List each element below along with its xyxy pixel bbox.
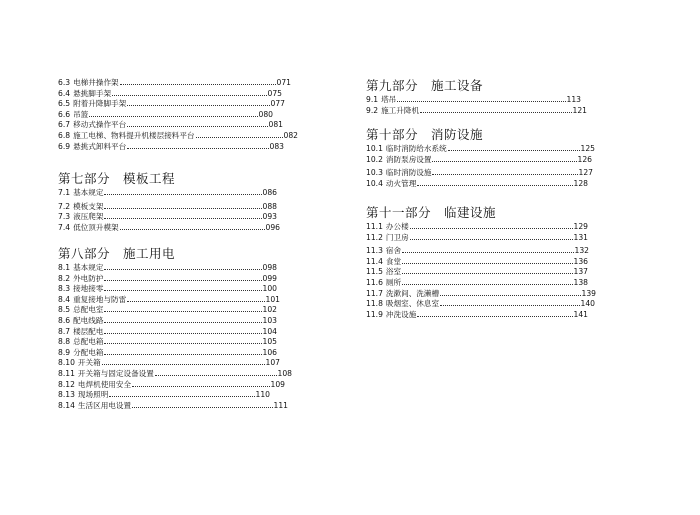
leader-dots [440, 295, 580, 296]
entry-label: 低位顶升模架 [73, 222, 119, 232]
toc-entry[interactable] [58, 401, 288, 412]
entry-page: 101 [265, 294, 280, 304]
entry-label: 基本规定 [73, 188, 104, 197]
entry-label: 吸烟室、休息室 [385, 299, 440, 309]
toc-section-6-continued [58, 78, 298, 152]
toc-entry[interactable] [58, 305, 277, 316]
entry-page: 109 [270, 379, 285, 389]
leader-dots [104, 280, 261, 281]
entry-page: 100 [262, 284, 277, 294]
entry-page: 108 [277, 368, 292, 378]
entry-page: 128 [573, 178, 588, 188]
entry-page: 138 [573, 277, 588, 287]
entry-page: 086 [262, 188, 277, 197]
entry-number: 8.12 [58, 379, 75, 389]
entry-label: 施工升降机 [381, 105, 420, 115]
leader-dots [127, 105, 269, 106]
toc-entry[interactable] [58, 295, 280, 306]
entry-number: 10.1 [366, 144, 383, 153]
entry-label: 悬挑脚手架 [73, 88, 112, 98]
entry-label: 模板支架 [73, 201, 104, 211]
leader-dots [417, 185, 572, 186]
toc-entry[interactable] [58, 274, 277, 285]
entry-page: 129 [573, 222, 588, 231]
leader-dots [417, 316, 572, 317]
toc-entry[interactable] [58, 369, 292, 380]
toc-entry[interactable] [58, 89, 282, 100]
entry-page: 075 [267, 88, 282, 98]
entry-label: 配电线路 [73, 315, 104, 325]
toc-entry[interactable] [366, 222, 588, 233]
entry-number: 11.8 [366, 299, 383, 309]
toc-entry[interactable] [366, 267, 588, 278]
entry-label: 现场照明 [77, 390, 109, 400]
entry-label: 分配电箱 [73, 347, 104, 357]
entry-number: 6.8 [58, 130, 71, 140]
entry-label: 开关箱与固定设备设置 [77, 368, 154, 378]
leader-dots [104, 311, 261, 312]
entry-label: 施工电梯、物料提升机楼层接料平台 [73, 130, 195, 140]
entry-number: 8.4 [58, 294, 71, 304]
toc-entry[interactable] [366, 155, 592, 166]
entry-label: 悬挑式卸料平台 [73, 141, 127, 151]
entry-label: 生活区用电设置 [77, 400, 132, 410]
leader-dots [155, 375, 277, 376]
entry-number: 11.6 [366, 277, 383, 287]
section-title: 第八部分 施工用电 [58, 246, 176, 261]
toc-entry[interactable] [58, 142, 284, 153]
entry-page: 136 [573, 256, 588, 266]
entry-label: 临时消防设施 [385, 168, 432, 178]
entry-number: 7.4 [58, 222, 71, 232]
entry-page: 103 [262, 315, 277, 325]
toc-entry[interactable] [366, 310, 588, 321]
entry-number: 6.3 [58, 78, 71, 87]
leader-dots [410, 239, 573, 240]
leader-dots [196, 137, 283, 138]
entry-label: 临时消防给水系统 [385, 144, 447, 153]
entry-page: 088 [262, 201, 277, 211]
entry-page: 137 [573, 267, 588, 277]
leader-dots [109, 396, 254, 397]
leader-dots [448, 150, 580, 151]
toc-section-9 [366, 79, 606, 116]
toc-entry[interactable] [58, 316, 277, 327]
leader-dots [420, 112, 571, 113]
toc-entry[interactable] [366, 144, 595, 155]
entry-label: 吊篮 [73, 109, 89, 119]
toc-entry[interactable] [58, 348, 277, 359]
entry-number: 6.4 [58, 88, 71, 98]
entry-label: 宿舍 [385, 246, 402, 256]
entry-page: 125 [580, 144, 595, 153]
entry-page: 111 [273, 400, 288, 410]
section-title: 第九部分 施工设备 [366, 78, 484, 93]
entry-number: 8.14 [58, 400, 75, 410]
leader-dots [440, 305, 579, 306]
toc-entry[interactable] [58, 223, 280, 234]
entry-label: 电梯井操作架 [73, 78, 119, 87]
leader-dots [104, 208, 261, 209]
entry-number: 11.4 [366, 256, 383, 266]
leader-dots [89, 116, 257, 117]
leader-dots [127, 148, 268, 149]
toc-entry[interactable] [58, 202, 277, 213]
entry-page: 105 [262, 337, 277, 347]
entry-page: 113 [566, 95, 581, 104]
toc-entry[interactable] [366, 106, 587, 117]
entry-label: 门卫房 [385, 232, 409, 242]
entry-page: 104 [262, 326, 277, 336]
toc-section-10 [366, 128, 606, 189]
toc-entry[interactable] [58, 99, 285, 110]
leader-dots [402, 263, 572, 264]
entry-label: 基本规定 [73, 263, 104, 272]
entry-number: 6.5 [58, 99, 71, 109]
toc-entry[interactable] [366, 95, 581, 106]
entry-number: 11.5 [366, 267, 383, 277]
toc-entry[interactable] [58, 284, 277, 295]
leader-dots [127, 126, 267, 127]
entry-number: 7.2 [58, 201, 71, 211]
entry-page: 131 [573, 232, 588, 242]
entry-number: 8.13 [58, 390, 75, 400]
entry-page: 077 [270, 99, 285, 109]
leader-dots [132, 407, 272, 408]
entry-number: 10.3 [366, 168, 383, 178]
entry-number: 8.11 [58, 368, 75, 378]
entry-label: 塔吊 [381, 95, 397, 104]
section-title: 第七部分 模板工程 [58, 171, 176, 186]
leader-dots [120, 229, 265, 230]
entry-number: 11.2 [366, 232, 383, 242]
leader-dots [104, 269, 261, 270]
toc-entry[interactable] [58, 110, 273, 121]
toc-entry[interactable] [366, 289, 596, 300]
entry-page: 140 [580, 299, 595, 309]
entry-number: 7.3 [58, 212, 71, 222]
entry-number: 7.1 [58, 188, 71, 197]
toc-entry[interactable] [58, 337, 277, 348]
entry-number: 8.7 [58, 326, 71, 336]
entry-page: 102 [262, 305, 277, 315]
entry-page: 121 [572, 105, 587, 115]
entry-number: 8.1 [58, 263, 71, 272]
toc-entry[interactable] [58, 358, 280, 369]
toc-entry[interactable] [366, 257, 588, 268]
entry-label: 开关箱 [77, 358, 101, 368]
leader-dots [410, 228, 573, 229]
entry-label: 重复接地与防雷 [73, 294, 127, 304]
leader-dots [104, 218, 261, 219]
entry-page: 081 [268, 120, 283, 130]
entry-page: 093 [262, 212, 277, 222]
leader-dots [120, 84, 276, 85]
leader-dots [402, 284, 572, 285]
entry-label: 外电防护 [73, 273, 104, 283]
entry-label: 消防泵房设置 [385, 154, 432, 164]
entry-label: 浴室 [385, 267, 402, 277]
leader-dots [104, 343, 261, 344]
leader-dots [402, 273, 572, 274]
entry-number: 8.5 [58, 305, 71, 315]
toc-entry[interactable] [58, 390, 270, 401]
leader-dots [102, 364, 265, 365]
entry-number: 8.8 [58, 337, 71, 347]
entry-label: 厕所 [385, 277, 402, 287]
entry-number: 11.3 [366, 246, 383, 256]
section-title: 第十部分 消防设施 [366, 127, 484, 142]
toc-entry[interactable] [366, 179, 588, 190]
leader-dots [112, 95, 266, 96]
toc-section-8 [58, 247, 298, 411]
entry-number: 6.9 [58, 141, 71, 151]
entry-label: 总配电室 [73, 305, 104, 315]
leader-dots [104, 194, 261, 195]
entry-number: 11.9 [366, 309, 383, 319]
entry-page: 071 [276, 78, 291, 87]
leader-dots [397, 101, 565, 102]
entry-label: 洗漱间、洗濑槽 [385, 288, 440, 298]
entry-label: 液压爬架 [73, 212, 104, 222]
entry-page: 080 [258, 109, 273, 119]
entry-label: 楼层配电 [73, 326, 104, 336]
entry-label: 接地接零 [73, 284, 104, 294]
toc-entry[interactable] [366, 299, 595, 310]
entry-page: 110 [255, 390, 270, 400]
toc-entry[interactable] [58, 78, 291, 89]
entry-page: 106 [262, 347, 277, 357]
toc-entry[interactable] [366, 168, 593, 179]
leader-dots [104, 354, 261, 355]
entry-number: 11.1 [366, 222, 383, 231]
toc-entry[interactable] [58, 188, 277, 199]
entry-page: 098 [262, 263, 277, 272]
entry-number: 6.7 [58, 120, 71, 130]
entry-label: 移动式操作平台 [73, 120, 127, 130]
entry-page: 126 [577, 154, 592, 164]
entry-label: 总配电箱 [73, 337, 104, 347]
entry-label: 食堂 [385, 256, 402, 266]
entry-label: 电焊机使用安全 [77, 379, 132, 389]
entry-label: 冲洗设施 [385, 309, 417, 319]
entry-number: 8.2 [58, 273, 71, 283]
entry-number: 8.6 [58, 315, 71, 325]
entry-page: 099 [262, 273, 277, 283]
toc-entry[interactable] [58, 212, 277, 223]
leader-dots [104, 322, 261, 323]
toc-entry[interactable] [366, 233, 588, 244]
entry-number: 9.1 [366, 95, 379, 104]
entry-number: 8.10 [58, 358, 75, 368]
entry-label: 附着升降脚手架 [73, 99, 127, 109]
section-title: 第十一部分 临建设施 [366, 205, 497, 220]
leader-dots [127, 301, 264, 302]
leader-dots [132, 386, 269, 387]
entry-page: 139 [581, 288, 596, 298]
leader-dots [402, 252, 573, 253]
entry-label: 办公楼 [385, 222, 409, 231]
toc-entry[interactable] [366, 246, 589, 257]
entry-page: 107 [265, 358, 280, 368]
entry-number: 10.4 [366, 178, 383, 188]
entry-number: 9.2 [366, 105, 379, 115]
leader-dots [104, 333, 261, 334]
entry-label: 动火管理 [385, 178, 417, 188]
toc-entry[interactable] [58, 120, 283, 131]
toc-entry[interactable] [58, 263, 277, 274]
entry-page: 132 [574, 246, 589, 256]
entry-number: 8.3 [58, 284, 71, 294]
entry-page: 141 [573, 309, 588, 319]
entry-page: 083 [269, 141, 284, 151]
toc-entry[interactable] [58, 327, 277, 338]
toc-section-11 [366, 206, 606, 320]
entry-page: 082 [283, 130, 298, 140]
toc-entry[interactable] [366, 278, 588, 289]
leader-dots [432, 174, 577, 175]
entry-page: 127 [578, 168, 593, 178]
entry-number: 6.6 [58, 109, 71, 119]
leader-dots [432, 161, 576, 162]
entry-number: 8.9 [58, 347, 71, 357]
toc-entry[interactable] [58, 131, 298, 142]
leader-dots [104, 290, 261, 291]
entry-number: 11.7 [366, 288, 383, 298]
entry-number: 10.2 [366, 154, 383, 164]
entry-page: 096 [265, 222, 280, 232]
toc-entry[interactable] [58, 380, 285, 391]
toc-section-7 [58, 172, 298, 233]
